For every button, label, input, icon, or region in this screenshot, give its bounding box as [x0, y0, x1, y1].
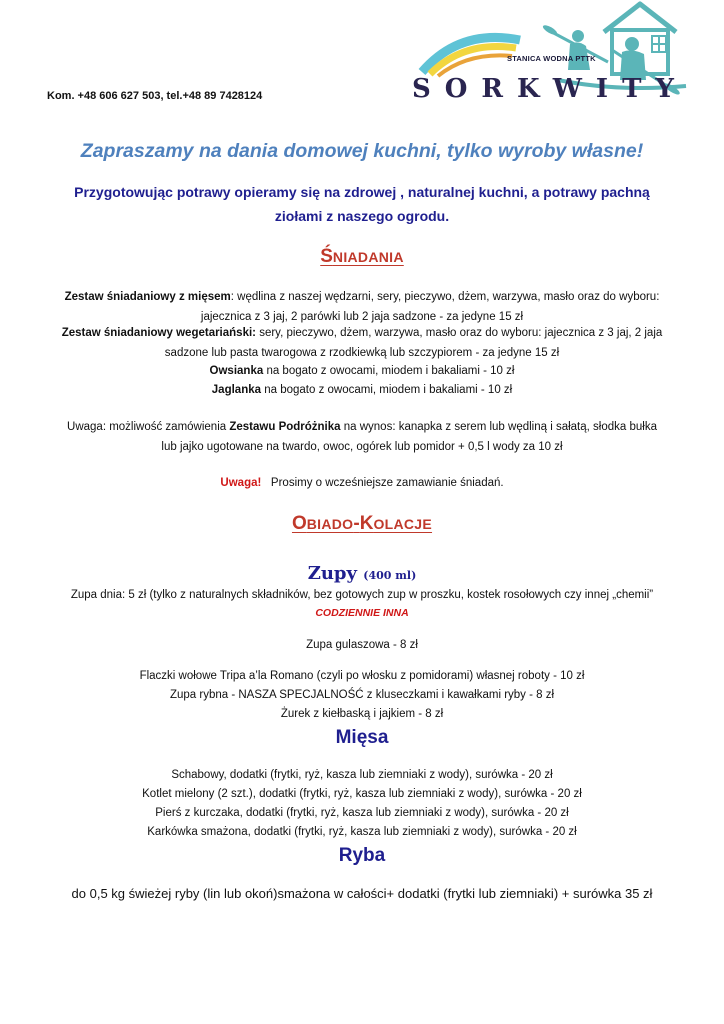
sorkwity-logo	[408, 0, 708, 110]
intro-line: ziołami z naszego ogrodu.	[274, 208, 450, 224]
logo-wordmark: SORKWITY	[412, 74, 688, 104]
contact-phones: Kom. +48 606 627 503, tel.+48 89 7428124	[47, 90, 263, 102]
logo-subtitle: STANICA WODNA PTTK	[507, 54, 596, 63]
fish-heading: Ryba	[338, 845, 386, 866]
headline: Zapraszamy na dania domowej kuchni, tylko wyroby własne!	[80, 140, 644, 162]
section-title-dinner: OBIADO-KOLACJE	[291, 513, 433, 534]
soups-portion: (400 ml)	[363, 569, 417, 582]
breakfast-travel-set: Uwaga: możliwość zamówienia Zestawu Podróżnika na wynos: kanapka z serem lub wędliną i sałatą, słodka bułka lub jajko ugotowane na twardo, owoc, ogórek lub pomidor + 0,5 l wody za 10 zł	[67, 421, 657, 453]
warning-label: Uwaga!	[220, 477, 262, 489]
soup-item: Żurek z kiełbaską i jajkiem - 8 zł	[280, 708, 444, 720]
soups-heading: Zupy (400 ml)	[307, 563, 417, 584]
breakfast-meat-set: Zestaw śniadaniowy z mięsem: wędlina z naszej wędzarni, sery, pieczywo, dżem, warzywa, masło oraz do wyboru: jajecznica z 3 jaj, 2 parówki lub 2 jaja sadzone - za jedyne 15 zł	[64, 291, 660, 323]
soup-item: Zupa rybna - NASZA SPECJALNOŚĆ z kluseczkami i kawałkami ryby - 8 zł	[169, 689, 555, 701]
soup-item: Flaczki wołowe Tripa a’la Romano (czyli po włosku z pomidorami) własnej roboty - 10 zł	[139, 670, 585, 682]
intro-line: Przygotowując potrawy opieramy się na zdrowej , naturalnej kuchni, a potrawy pachną	[74, 184, 650, 200]
soup-of-the-day: Zupa dnia: 5 zł (tylko z naturalnych składników, bez gotowych zup w proszku, kostek rosołowych czy innej „chemii”	[70, 589, 654, 601]
meat-item: Pierś z kurczaka, dodatki (frytki, ryż, kasza lub ziemniaki z wody), surówka - 20 zł	[155, 807, 569, 819]
meat-item: Karkówka smażona, dodatki (frytki, ryż, kasza lub ziemniaki z wody), surówka - 20 zł	[147, 826, 577, 838]
item-label: Zestaw śniadaniowy z mięsem	[64, 291, 231, 303]
intro-text	[30, 180, 694, 228]
breakfast-millet: Jaglanka na bogato z owocami, miodem i bakaliami - 10 zł	[211, 384, 513, 396]
item-label: Zestaw śniadaniowy wegetariański:	[61, 327, 256, 339]
breakfast-veg-set: Zestaw śniadaniowy wegetariański: sery, pieczywo, dżem, warzywa, masło oraz do wyboru: jajecznica z 3 jaj, 2 jaja sadzone lub pasta twarogowa z rzodkiewką lub szczypiorem - za jedyne 15 zł	[61, 327, 663, 359]
soup-item: Zupa gulaszowa - 8 zł	[306, 639, 418, 651]
breakfast-warning: Uwaga! Prosimy o wcześniejsze zamawianie śniadań.	[220, 477, 504, 489]
fish-item: do 0,5 kg świeżej ryby (lin lub okoń)smażona w całości+ dodatki (frytki lub ziemniaki) + surówka 35 zł	[71, 886, 653, 901]
soup-daily-note: CODZIENNIE INNA	[315, 607, 409, 619]
breakfast-oats: Owsianka na bogato z owocami, miodem i bakaliami - 10 zł	[209, 365, 515, 377]
meats-heading: Mięsa	[335, 727, 389, 748]
meat-item: Kotlet mielony (2 szt.), dodatki (frytki, ryż, kasza lub ziemniaki z wody), surówka - 20 zł	[142, 788, 582, 800]
section-title-breakfast: ŚNIADANIA	[320, 246, 404, 267]
meat-item: Schabowy, dodatki (frytki, ryż, kasza lub ziemniaki z wody), surówka - 20 zł	[171, 769, 553, 781]
